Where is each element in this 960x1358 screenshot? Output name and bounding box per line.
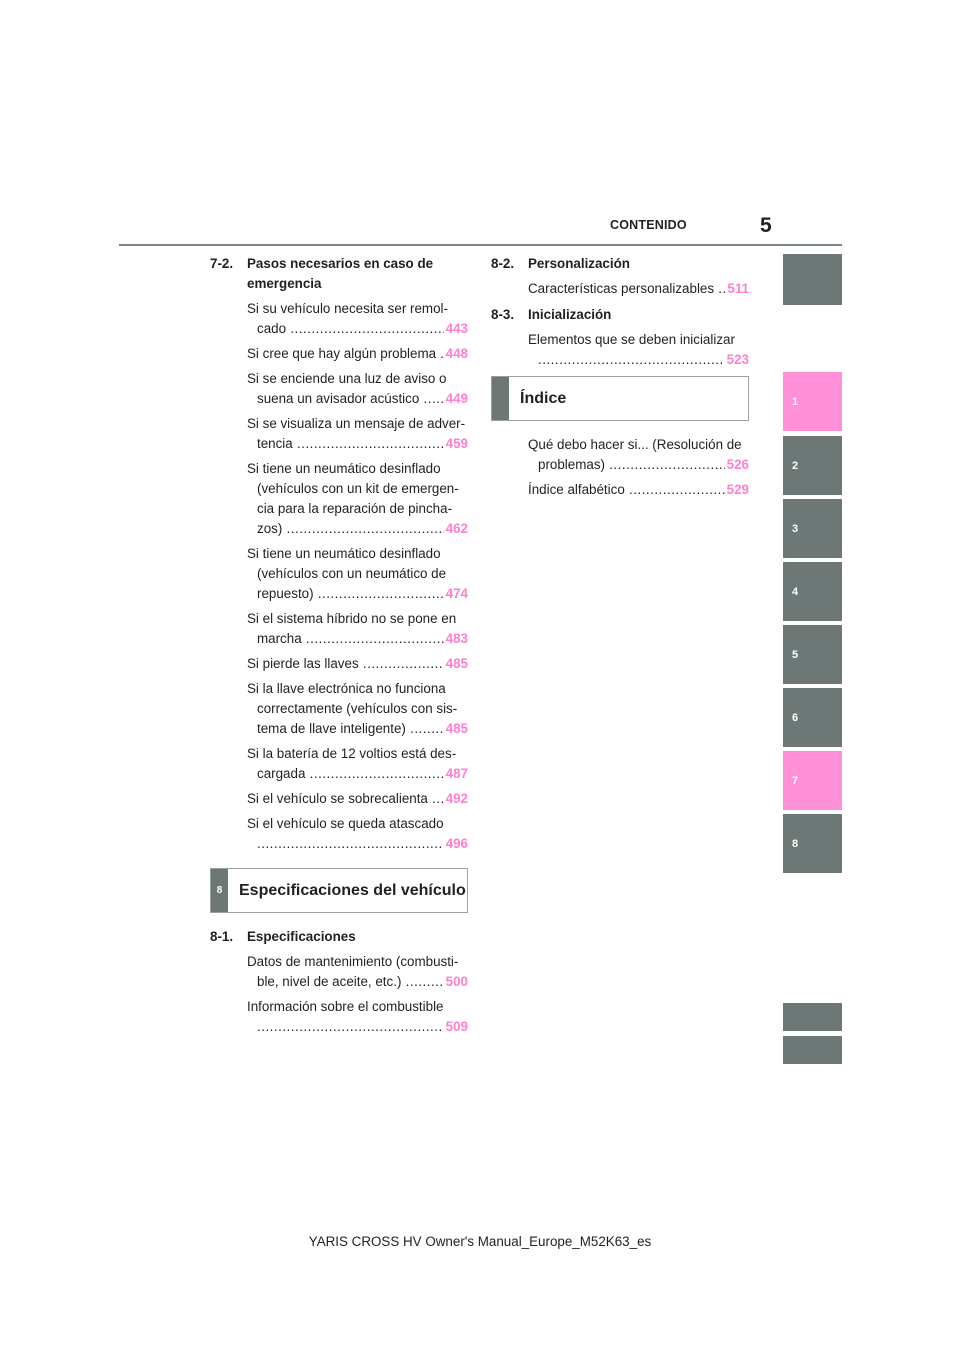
chapter-title: Especificaciones del vehículo bbox=[239, 881, 466, 899]
side-tab-blank-top[interactable] bbox=[783, 254, 842, 305]
side-tab-label: 1 bbox=[792, 395, 799, 408]
section-title-line1: Pasos necesarios en caso de bbox=[247, 256, 434, 271]
side-tab-8[interactable] bbox=[783, 814, 842, 873]
page-link[interactable]: 492 bbox=[445, 791, 468, 806]
page-link[interactable]: 483 bbox=[445, 631, 468, 646]
toc-entry-line: Qué debo hacer si... (Resolución de bbox=[528, 437, 742, 452]
page-link[interactable]: 443 bbox=[445, 321, 468, 336]
side-tab-5[interactable] bbox=[783, 625, 842, 684]
toc-entry-line: Si se enciende una luz de aviso o bbox=[247, 371, 447, 386]
toc-entry-text: tema de llave inteligente) ..... bbox=[257, 719, 444, 739]
toc-right-column bbox=[491, 254, 749, 500]
section-title: Personalización bbox=[528, 256, 630, 271]
side-tab-blank-2[interactable] bbox=[783, 1036, 842, 1064]
side-tab-2[interactable] bbox=[783, 436, 842, 495]
toc-entry[interactable] bbox=[247, 997, 468, 1037]
toc-entry-text bbox=[257, 834, 444, 854]
toc-entry-text: marcha ..... bbox=[257, 629, 444, 649]
section-number: 8-1. bbox=[210, 929, 234, 944]
toc-entry-text: ble, nivel de aceite, etc.) ..... bbox=[257, 972, 444, 992]
side-tab-7[interactable] bbox=[783, 751, 842, 810]
side-tab-blank-1[interactable] bbox=[783, 1003, 842, 1031]
page-link[interactable]: 511 bbox=[727, 281, 749, 296]
toc-entry[interactable] bbox=[247, 814, 468, 854]
page-link[interactable]: 485 bbox=[445, 721, 468, 736]
side-tab-label: 7 bbox=[792, 774, 799, 787]
toc-entry[interactable] bbox=[247, 369, 468, 409]
toc-entry[interactable] bbox=[528, 435, 749, 475]
page-link[interactable]: 449 bbox=[445, 391, 468, 406]
section-heading-8-2 bbox=[491, 254, 749, 274]
side-tab-label: 5 bbox=[792, 648, 799, 661]
toc-entry-text: repuesto) ..... bbox=[257, 584, 444, 604]
entries-8-3 bbox=[491, 330, 749, 370]
section-heading-8-1 bbox=[210, 927, 468, 947]
toc-entry-line: correctamente (vehículos con sis- bbox=[257, 701, 458, 716]
toc-entry-line: Si la batería de 12 voltios está des- bbox=[247, 746, 457, 761]
toc-entry[interactable] bbox=[247, 952, 468, 992]
toc-entry-line: cia para la reparación de pincha- bbox=[257, 501, 453, 516]
page-link[interactable]: 448 bbox=[445, 346, 468, 361]
toc-entry[interactable] bbox=[247, 459, 468, 539]
toc-entry-line: Información sobre el combustible bbox=[247, 999, 444, 1014]
side-tab-label: 3 bbox=[792, 522, 799, 535]
entries-8-1 bbox=[210, 952, 468, 1037]
toc-entry-text: Si pierde las llaves ..... bbox=[247, 654, 444, 674]
toc-entry-text: Si cree que hay algún problema ..... bbox=[247, 344, 444, 364]
toc-entry-line: Si tiene un neumático desinflado bbox=[247, 461, 441, 476]
index-tag bbox=[492, 377, 509, 420]
toc-entry[interactable] bbox=[247, 679, 468, 739]
toc-entry-text: zos) ..... bbox=[257, 519, 444, 539]
section-title-line2: emergencia bbox=[247, 276, 322, 291]
toc-entry-text: cado ..... bbox=[257, 319, 444, 339]
toc-entry-text: problemas) ..... bbox=[538, 455, 725, 475]
toc-entry-line: Si el vehículo se queda atascado bbox=[247, 816, 444, 831]
page-link[interactable]: 500 bbox=[445, 974, 468, 989]
toc-entry-text: suena un avisador acústico ..... bbox=[257, 389, 444, 409]
toc-entry[interactable] bbox=[247, 609, 468, 649]
side-tab-3[interactable] bbox=[783, 499, 842, 558]
footer-text: YARIS CROSS HV Owner's Manual_Europe_M52K63_es bbox=[308, 1234, 652, 1249]
toc-entry[interactable] bbox=[528, 330, 749, 370]
page-link[interactable]: 474 bbox=[445, 586, 468, 601]
page-link[interactable]: 462 bbox=[445, 521, 468, 536]
toc-entry-text bbox=[257, 1017, 444, 1037]
section-number: 8-2. bbox=[491, 256, 515, 271]
toc-entry[interactable] bbox=[247, 789, 468, 809]
side-tab-6[interactable] bbox=[783, 688, 842, 747]
toc-entry-line: (vehículos con un kit de emergen- bbox=[257, 481, 459, 496]
header-rule bbox=[119, 244, 842, 246]
page-link[interactable]: 459 bbox=[445, 436, 468, 451]
toc-entry[interactable] bbox=[528, 279, 749, 299]
toc-entry[interactable] bbox=[247, 744, 468, 784]
toc-entry[interactable] bbox=[528, 480, 749, 500]
section-number: 8-3. bbox=[491, 307, 515, 322]
toc-entry-line: Si la llave electrónica no funciona bbox=[247, 681, 446, 696]
toc-entry[interactable] bbox=[247, 344, 468, 364]
page-link[interactable]: 523 bbox=[726, 352, 749, 367]
toc-left-column bbox=[210, 254, 468, 1037]
side-tab-label: 8 bbox=[792, 837, 799, 850]
side-tab-label: 4 bbox=[792, 585, 799, 598]
chapter-box-8[interactable] bbox=[210, 868, 468, 913]
side-tab-label: 2 bbox=[792, 459, 799, 472]
page-number: 5 bbox=[760, 214, 772, 237]
page-link[interactable]: 509 bbox=[445, 1019, 468, 1034]
section-heading-8-3 bbox=[491, 305, 749, 325]
page-link[interactable]: 526 bbox=[726, 457, 749, 472]
toc-entry-text: tencia ..... bbox=[257, 434, 444, 454]
chapter-tag: 8 bbox=[211, 869, 228, 912]
index-title: Índice bbox=[520, 389, 567, 407]
header-title: CONTENIDO bbox=[610, 218, 687, 232]
toc-entry-line: (vehículos con un neumático de bbox=[257, 566, 447, 581]
page-link[interactable]: 485 bbox=[445, 656, 468, 671]
toc-entry-line: Si tiene un neumático desinflado bbox=[247, 546, 441, 561]
toc-entry[interactable] bbox=[247, 299, 468, 339]
toc-entry-line: Datos de mantenimiento (combusti- bbox=[247, 954, 459, 969]
toc-entry-text bbox=[538, 350, 725, 370]
section-number: 7-2. bbox=[210, 256, 234, 271]
toc-entry-line: Si el sistema híbrido no se pone en bbox=[247, 611, 457, 626]
toc-entry-line: Si se visualiza un mensaje de adver- bbox=[247, 416, 466, 431]
section-title bbox=[247, 254, 468, 294]
page-link[interactable]: 529 bbox=[726, 482, 749, 497]
toc-entry[interactable] bbox=[247, 544, 468, 604]
entries-8-2 bbox=[491, 279, 749, 299]
toc-entry-line: Si su vehículo necesita ser remol- bbox=[247, 301, 448, 316]
section-title: Inicialización bbox=[528, 307, 612, 322]
toc-entry-text: cargada ..... bbox=[257, 764, 444, 784]
side-tab-label: 6 bbox=[792, 711, 799, 724]
side-tab-1[interactable] bbox=[783, 372, 842, 431]
page-link[interactable]: 487 bbox=[445, 766, 468, 781]
toc-entry-text: Índice alfabético ..... bbox=[528, 480, 725, 500]
entries-index bbox=[491, 435, 749, 500]
index-box[interactable] bbox=[491, 376, 749, 421]
toc-entry[interactable] bbox=[247, 414, 468, 454]
side-tab-4[interactable] bbox=[783, 562, 842, 621]
toc-entry-text: Si el vehículo se sobrecalienta ..... bbox=[247, 789, 444, 809]
toc-entry-line: Elementos que se deben inicializar bbox=[528, 332, 735, 347]
entries-7-2 bbox=[210, 299, 468, 854]
toc-entry-text: Características personalizables ..... bbox=[528, 279, 725, 299]
section-title: Especificaciones bbox=[247, 929, 356, 944]
toc-entry[interactable] bbox=[247, 654, 468, 674]
page-link[interactable]: 496 bbox=[445, 836, 468, 851]
section-heading-7-2 bbox=[210, 254, 468, 294]
